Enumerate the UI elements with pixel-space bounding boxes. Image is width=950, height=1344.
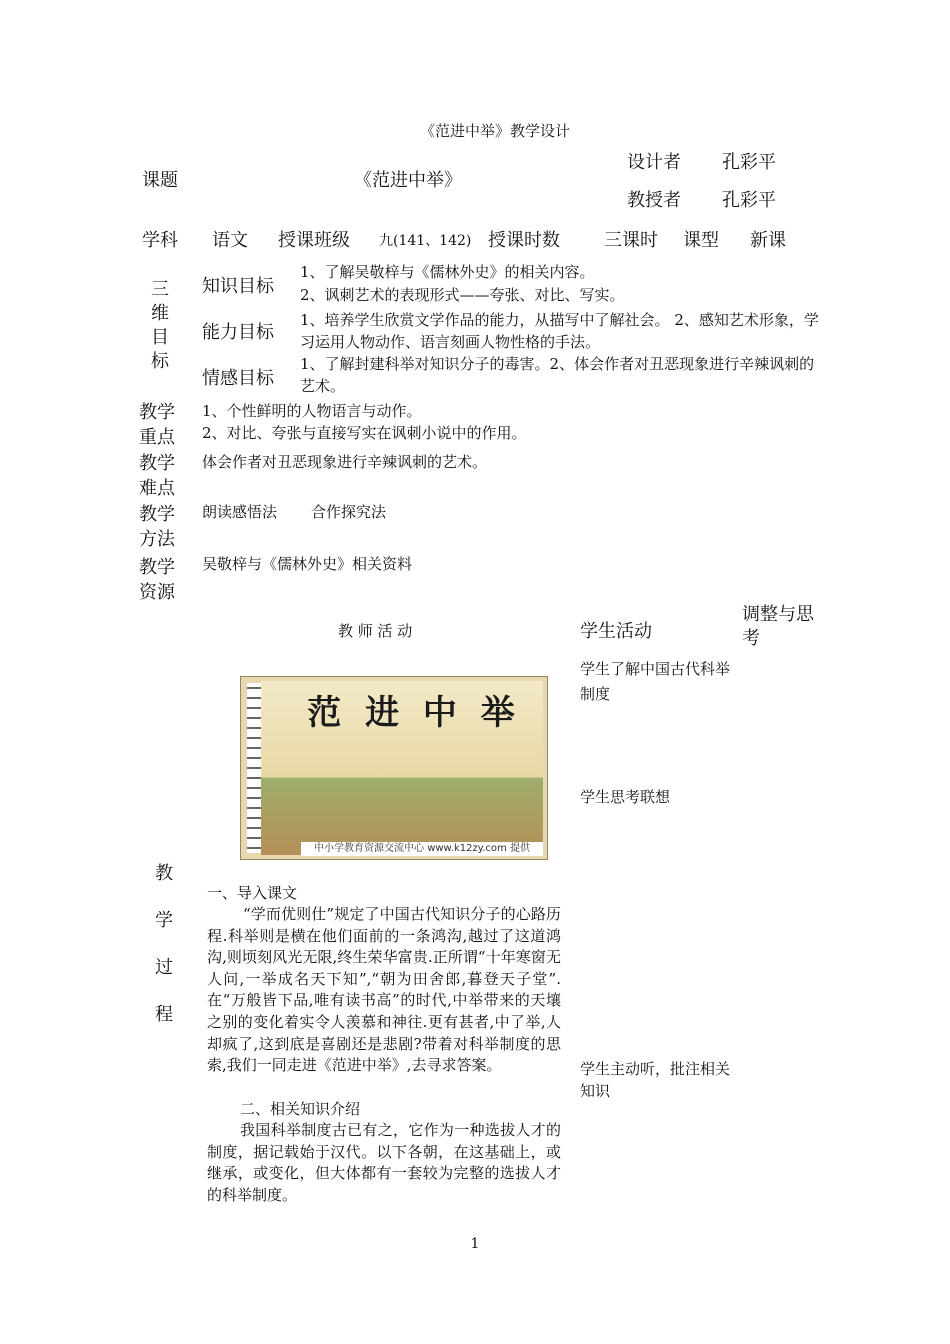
resource-label-1: 教学 xyxy=(139,557,175,578)
process-char-4: 程 xyxy=(155,1004,173,1025)
goals-char-3: 目 xyxy=(151,327,169,348)
key-point-line-1: 1、个性鲜明的人物语言与动作。 xyxy=(202,402,422,420)
topic-value: 《范进中举》 xyxy=(354,170,462,191)
process-char-3: 过 xyxy=(155,957,173,978)
difficulty-text: 体会作者对丑恶现象进行辛辣讽刺的艺术。 xyxy=(202,453,488,471)
adjust-header: 调整与思考 xyxy=(742,604,814,649)
knowledge-goal-label: 知识目标 xyxy=(202,276,274,297)
key-points-label-1: 教学 xyxy=(139,402,175,423)
notebook-spiral xyxy=(247,683,261,853)
goals-section-label xyxy=(148,278,172,374)
knowledge-goal-line-1: 1、了解吴敬梓与《儒林外史》的相关内容。 xyxy=(300,263,595,281)
knowledge-heading: 二、相关知识介绍 xyxy=(240,1100,361,1118)
goals-char-2: 维 xyxy=(151,303,169,324)
difficulty-label-2: 难点 xyxy=(139,478,175,499)
key-points-label-2: 重点 xyxy=(139,427,175,448)
student-activity-header: 学生活动 xyxy=(580,621,652,642)
subject-value: 语文 xyxy=(212,230,248,251)
illustration-credit: 中小学教育资源交流中心 www.k12zy.com 提供 xyxy=(301,842,543,856)
student-note-3: 学生主动听，批注相关知识 xyxy=(580,1060,731,1100)
designer-name: 孔彩平 xyxy=(722,152,776,173)
teacher-name: 孔彩平 xyxy=(722,190,776,211)
process-section-label xyxy=(152,850,176,1038)
process-char-1: 教 xyxy=(155,863,173,884)
teacher-activity-header: 教 师 活 动 xyxy=(338,622,413,640)
goals-char-4: 标 xyxy=(151,351,169,372)
method-1: 朗读感悟法 xyxy=(202,503,278,521)
class-value: 九(141、142) xyxy=(379,233,472,249)
resource-text: 吴敬梓与《儒林外史》相关资料 xyxy=(202,555,413,573)
ability-goal-label: 能力目标 xyxy=(202,322,274,343)
knowledge-text: 我国科举制度古已有之，它作为一种选拔人才的制度，据记载始于汉代。以下各朝，在这基础上，或继承，或变化，但大体都有一套较为完整的选拔人才的科举制度。 xyxy=(207,1121,561,1204)
intro-text: “学而优则仕”规定了中国古代知识分子的心路历程.科举则是横在他们面前的一条鸿沟,越过了这道鸿沟,则顷刻风光无限,终生荣华富贵.正所谓“十年寒窗无人问,一举成名天下知”,“朝为田舍郎,暮登天子堂”.在“万般皆下品,唯有读书高”的时代,中举带来的天壤之别的变化着实令人羡慕和神往.更有甚者,中了举,人却疯了,这到底是喜剧还是悲剧?带着对科举制度的思索,我们一同走进《范进中举》,去寻求答案。 xyxy=(207,905,561,1075)
method-2: 合作探究法 xyxy=(311,503,387,521)
method-label-2: 方法 xyxy=(139,529,175,550)
type-label: 课型 xyxy=(683,230,719,251)
process-char-2: 学 xyxy=(155,910,173,931)
designer-label: 设计者 xyxy=(627,152,681,173)
page-number: 1 xyxy=(470,1236,480,1252)
subject-label: 学科 xyxy=(142,230,178,251)
teacher-label: 教授者 xyxy=(627,190,681,211)
goals-char-1: 三 xyxy=(151,279,169,300)
document-title: 《范进中举》教学设计 xyxy=(419,122,570,140)
illustration-title: 范 进 中 举 xyxy=(307,693,521,733)
difficulty-label-1: 教学 xyxy=(139,453,175,474)
hours-value: 三课时 xyxy=(604,230,658,251)
emotion-goal-label: 情感目标 xyxy=(202,368,274,389)
hours-label: 授课时数 xyxy=(488,230,560,251)
topic-label: 课题 xyxy=(142,170,178,191)
resource-label-2: 资源 xyxy=(139,582,175,603)
intro-heading: 一、导入课文 xyxy=(207,884,298,902)
method-label-1: 教学 xyxy=(139,504,175,525)
fan-jin-illustration xyxy=(240,676,548,860)
student-note-1: 学生了解中国古代科举制度 xyxy=(580,660,731,703)
emotion-goal-text: 1、了解封建科举对知识分子的毒害。2、体会作者对丑恶现象进行辛辣讽刺的艺术。 xyxy=(300,355,815,395)
class-label: 授课班级 xyxy=(278,230,350,251)
knowledge-goal-line-2: 2、讽刺艺术的表现形式——夸张、对比、写实。 xyxy=(300,286,625,304)
student-note-2: 学生思考联想 xyxy=(580,788,671,806)
key-point-line-2: 2、对比、夸张与直接写实在讽刺小说中的作用。 xyxy=(202,424,527,442)
type-value: 新课 xyxy=(750,230,786,251)
ability-goal-text: 1、培养学生欣赏文学作品的能力，从描写中了解社会。 2、感知艺术形象，学习运用人物动作、语言刻画人物性格的手法。 xyxy=(300,311,819,351)
